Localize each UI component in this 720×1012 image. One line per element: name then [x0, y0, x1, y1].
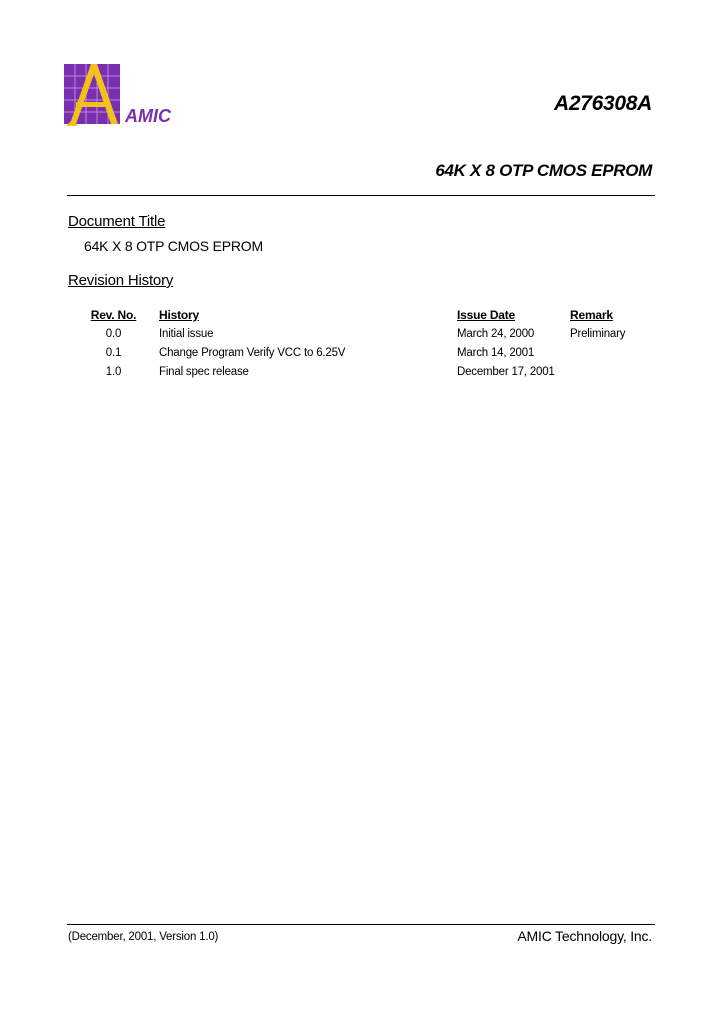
revision-history-table [68, 306, 660, 381]
column-header-issue-date: Issue Date [457, 308, 516, 322]
history-cell: Final spec release [159, 365, 249, 378]
header-subtitle: 64K X 8 OTP CMOS EPROM [435, 161, 652, 180]
column-header-rev-no: Rev. No. [90, 308, 137, 322]
remark-cell [570, 343, 660, 362]
rev-no-cell: 1.0 [105, 365, 122, 378]
issue-date-cell: December 17, 2001 [457, 365, 555, 378]
column-header-history: History [159, 308, 199, 322]
part-number: A276308A [553, 92, 652, 115]
document-title-heading: Document Title [68, 213, 166, 230]
table-row [68, 343, 660, 362]
footer-divider [67, 924, 655, 925]
history-cell: Initial issue [159, 327, 214, 340]
issue-date-cell: March 24, 2000 [457, 327, 535, 340]
remark-cell: Preliminary [570, 327, 626, 340]
remark-cell [570, 362, 660, 381]
footer-version: (December, 2001, Version 1.0) [68, 931, 219, 943]
rev-no-cell: 0.0 [105, 327, 122, 340]
column-header-remark: Remark [570, 308, 613, 322]
header-divider [67, 195, 655, 196]
footer-company: AMIC Technology, Inc. [517, 928, 652, 944]
rev-no-cell: 0.1 [105, 346, 122, 359]
document-title-value: 64K X 8 OTP CMOS EPROM [84, 238, 263, 254]
issue-date-cell: March 14, 2001 [457, 346, 535, 359]
table-row [68, 324, 660, 343]
table-row [68, 362, 660, 381]
amic-logo [64, 64, 184, 128]
table-header-row [68, 306, 660, 324]
amic-logo-icon [64, 64, 120, 126]
history-cell: Change Program Verify VCC to 6.25V [159, 346, 346, 359]
revision-history-heading: Revision History [68, 272, 174, 289]
amic-logo-text: AMIC [125, 106, 171, 126]
